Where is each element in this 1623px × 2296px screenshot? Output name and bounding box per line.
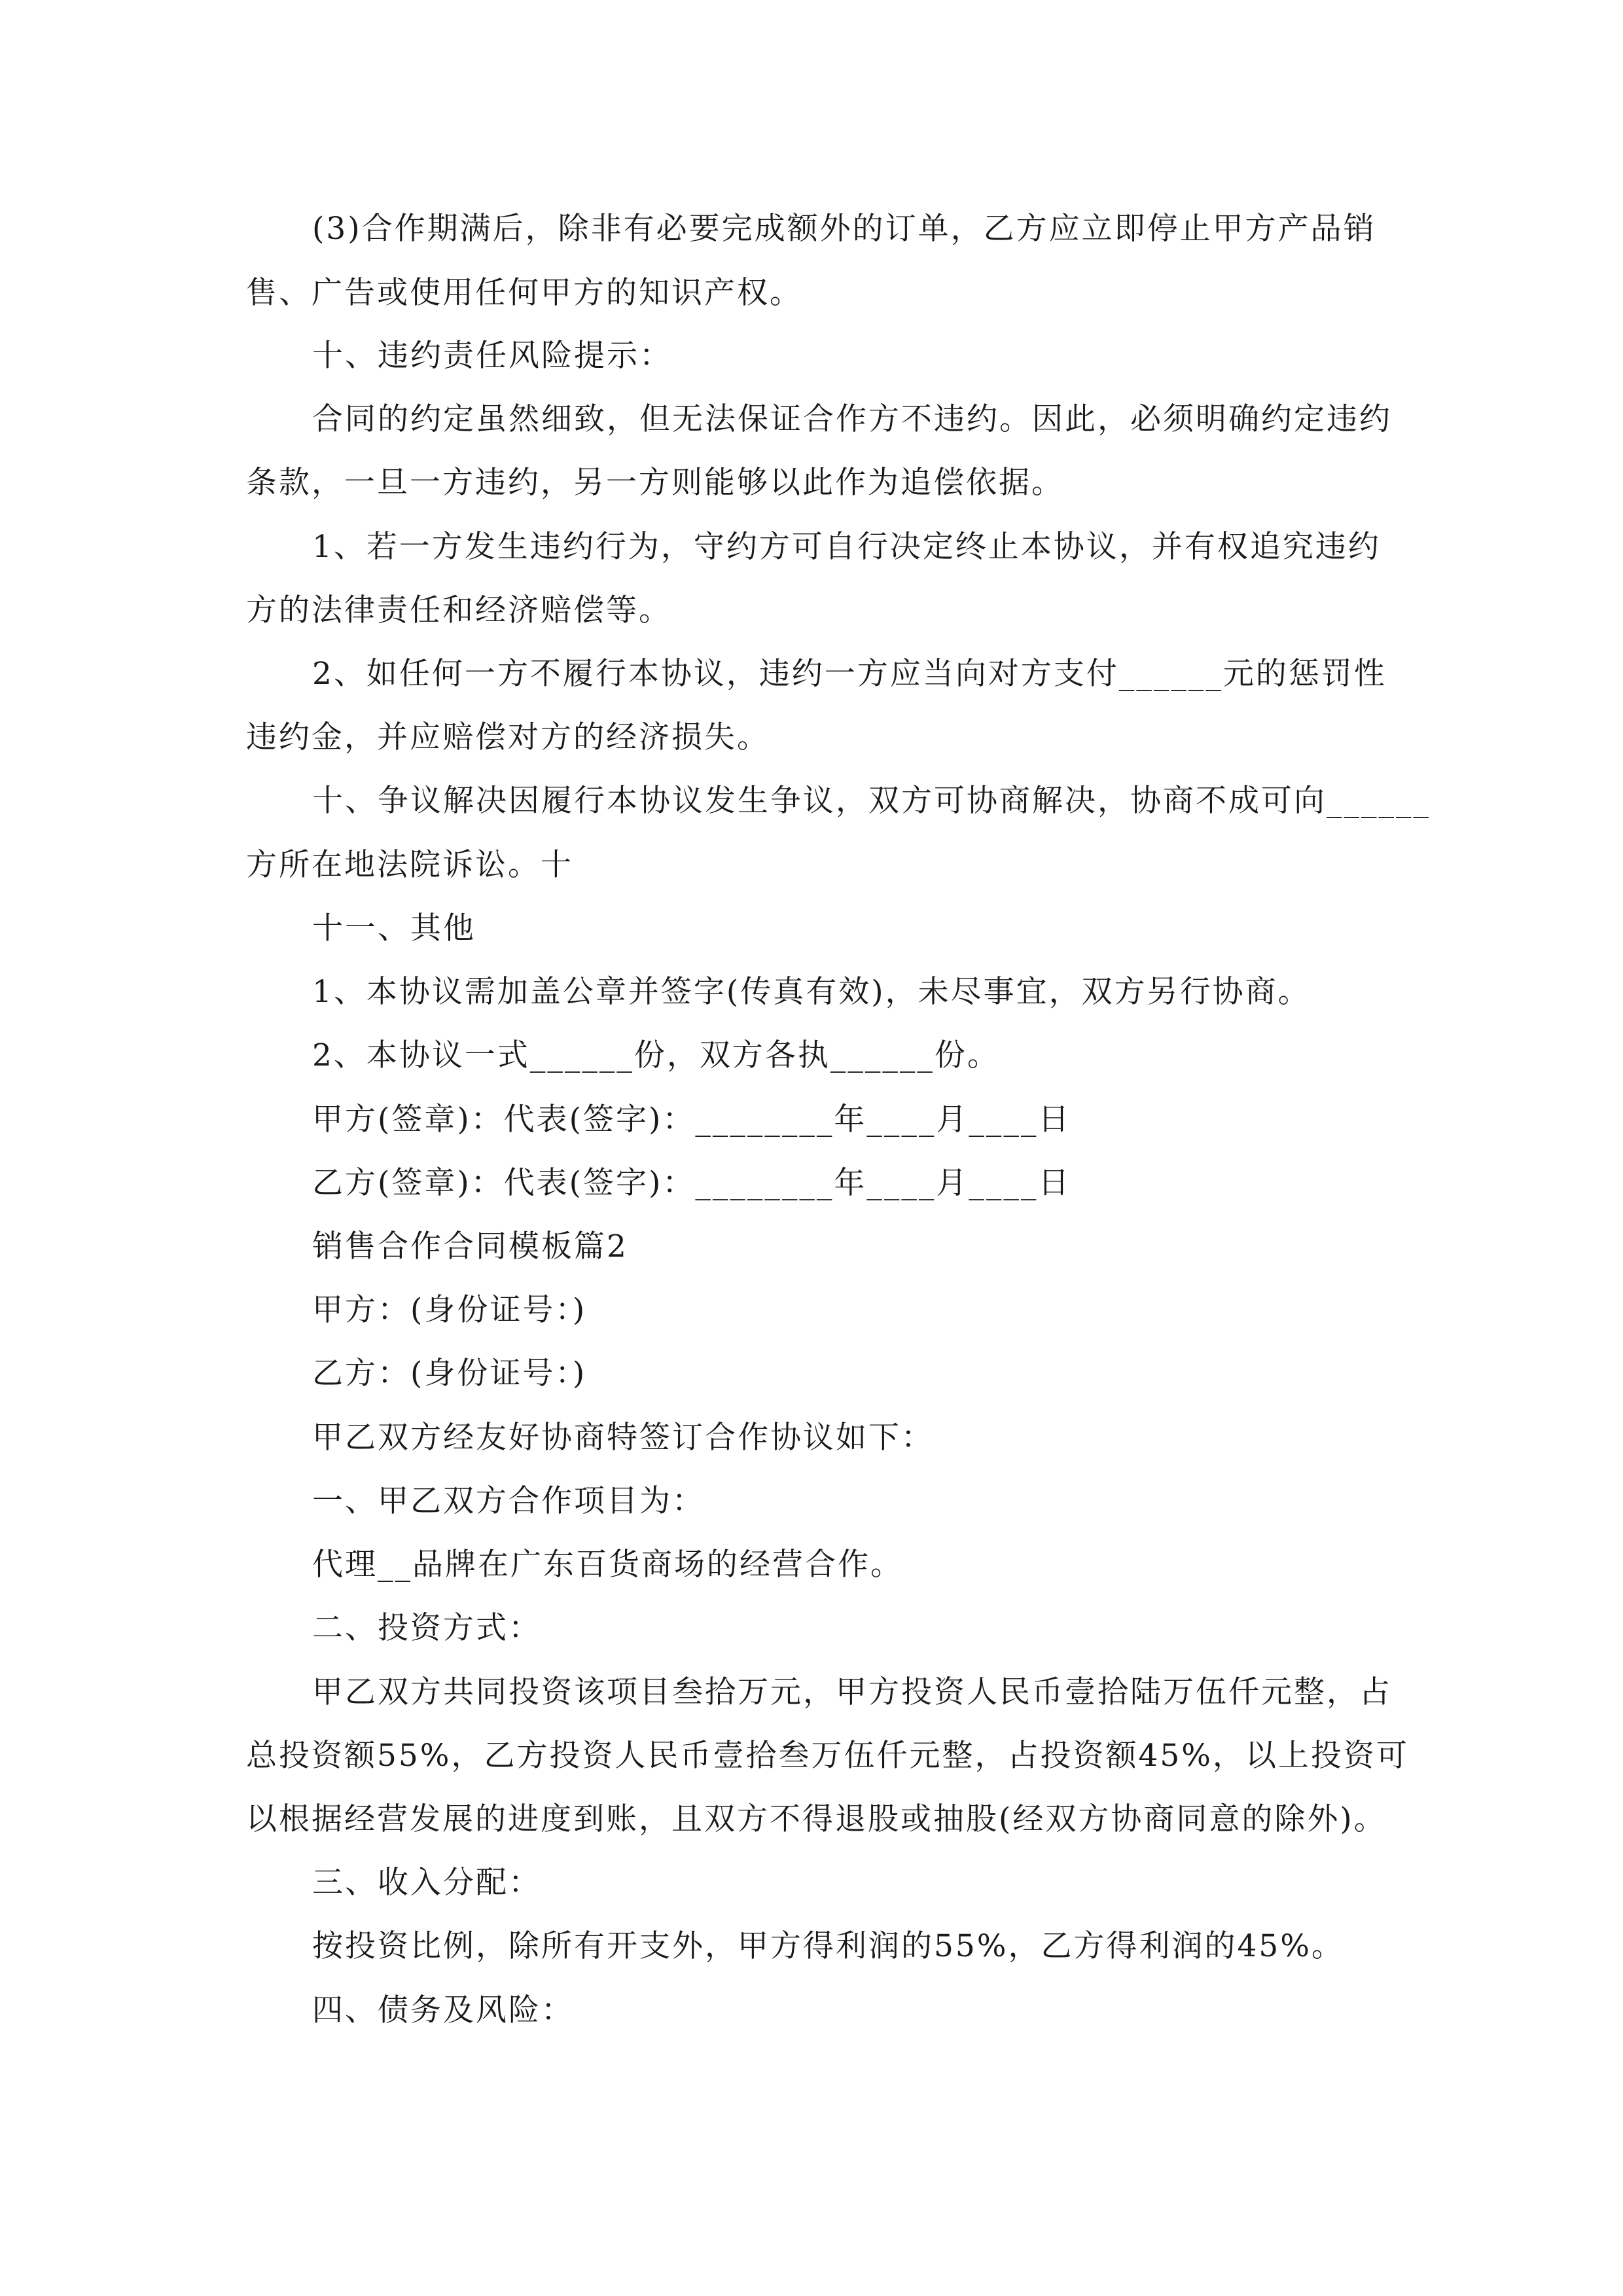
section-heading: 一、甲乙双方合作项目为： (312, 1483, 705, 1519)
text-line: 1、若一方发生违约行为，守约方可自行决定终止本协议，并有权追究违约 (312, 529, 1381, 565)
text-line: 违约金，并应赔偿对方的经济损失。 (246, 719, 770, 755)
text-line: 2、本协议一式______份，双方各执______份。 (312, 1037, 1000, 1073)
section-heading: 二、投资方式： (312, 1610, 541, 1646)
text-line: 条款，一旦一方违约，另一方则能够以此作为追偿依据。 (246, 465, 1064, 501)
text-line: 2、如任何一方不履行本协议，违约一方应当向对方支付______元的惩罚性 (312, 656, 1387, 692)
text-line: 十、争议解决因履行本协议发生争议，双方可协商解决，协商不成可向______ (312, 783, 1431, 819)
text-line: 以根据经营发展的进度到账，且双方不得退股或抽股(经双方协商同意的除外)。 (246, 1801, 1387, 1837)
document-title: 销售合作合同模板篇2 (312, 1229, 628, 1265)
text-line: 方所在地法院诉讼。十 (246, 847, 573, 883)
section-heading: 十、违约责任风险提示： (312, 338, 672, 374)
text-line: 乙方：(身份证号：) (312, 1355, 587, 1391)
text-line: 按投资比例，除所有开支外，甲方得利润的55%，乙方得利润的45%。 (312, 1928, 1344, 1964)
section-heading: 三、收入分配： (312, 1865, 541, 1901)
text-line: 方的法律责任和经济赔偿等。 (246, 592, 671, 628)
text-line: 合同的约定虽然细致，但无法保证合作方不违约。因此，必须明确约定违约 (312, 401, 1392, 437)
signature-line: 乙方(签章)：代表(签字)：________年____月____日 (312, 1165, 1071, 1201)
section-heading: 十一、其他 (312, 910, 476, 946)
text-line: (3)合作期满后，除非有必要完成额外的订单，乙方应立即停止甲方产品销 (312, 211, 1376, 247)
signature-line: 甲方(签章)：代表(签字)：________年____月____日 (312, 1102, 1071, 1138)
text-line: 甲乙双方经友好协商特签订合作协议如下： (312, 1420, 934, 1456)
text-line: 甲乙双方共同投资该项目叁拾万元，甲方投资人民币壹拾陆万伍仟元整，占 (312, 1674, 1392, 1710)
section-heading: 四、债务及风险： (312, 1992, 574, 2028)
text-line: 总投资额55%，乙方投资人民币壹拾叁万伍仟元整，占投资额45%，以上投资可 (246, 1738, 1409, 1774)
text-line: 1、本协议需加盖公章并签字(传真有效)，未尽事宜，双方另行协商。 (312, 974, 1311, 1010)
text-line: 甲方：(身份证号：) (312, 1292, 587, 1328)
text-line: 代理__品牌在广东百货商场的经营合作。 (312, 1547, 903, 1583)
text-line: 售、广告或使用任何甲方的知识产权。 (246, 275, 802, 311)
